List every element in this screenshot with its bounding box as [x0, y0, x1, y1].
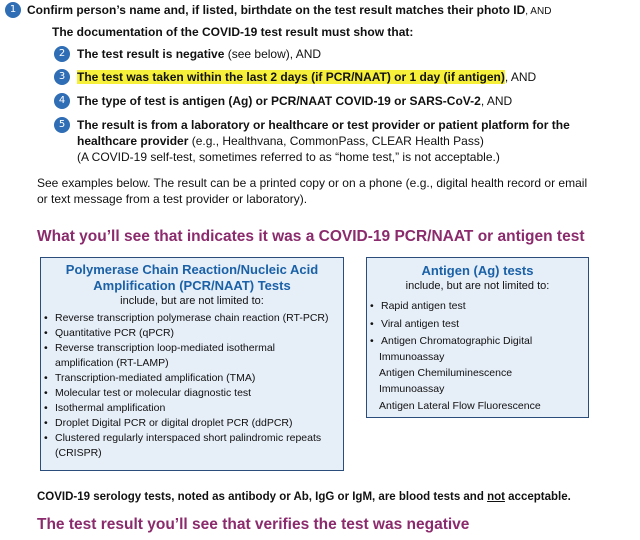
serology-note-post: acceptable.	[504, 491, 571, 503]
step-5-line2	[77, 133, 484, 149]
antigen-test-list	[367, 297, 588, 415]
step-number-3: 3	[54, 69, 70, 85]
list-item: • Reverse transcription polymerase chain reaction (RT-PCR)	[41, 311, 343, 326]
antigen-box-subtitle: include, but are not limited to:	[405, 280, 550, 292]
step-5-tail2: (e.g., Healthvana, CommonPass, CLEAR Health Pass)	[188, 134, 484, 148]
step-2-bold: The test result is negative	[77, 47, 225, 61]
step-2-text	[77, 46, 321, 62]
list-item: • Transcription-mediated amplification (TMA)	[41, 371, 343, 386]
serology-note-pre: COVID-19 serology tests, noted as antibody or Ab, IgG or IgM, are blood tests and	[37, 491, 488, 503]
step-5-bold2: healthcare provider	[77, 134, 189, 148]
antigen-box	[366, 257, 589, 418]
step-number-1: 1	[5, 2, 21, 18]
step-4-text	[77, 93, 512, 109]
section-heading-test-type: What you’ll see that indicates it was a COVID-19 PCR/NAAT or antigen test	[37, 228, 585, 245]
list-item: • Viral antigen test	[367, 315, 588, 333]
list-item-continuation: Immunoassay	[379, 351, 445, 363]
step-number-5: 5	[54, 117, 70, 133]
antigen-box-title: Antigen (Ag) tests	[421, 263, 534, 278]
step-5-line3: (A COVID-19 self-test, sometimes referred to as “home test,” is not acceptable.)	[77, 150, 500, 164]
step-5-line1: The result is from a laboratory or healthcare or test provider or patient platform for the	[77, 118, 570, 132]
list-item: • Quantitative PCR (qPCR)	[41, 326, 343, 341]
step-3-highlighted: The test was taken within the last 2 days (if PCR/NAAT) or 1 day (if antigen)	[77, 70, 505, 84]
step-2-tail: (see below), AND	[224, 47, 322, 61]
step-3-tail: , AND	[504, 70, 537, 84]
step-number-2: 2	[54, 46, 70, 62]
documentation-heading: The documentation of the COVID-19 test result must show that:	[52, 25, 414, 39]
section-heading-negative-result: The test result you’ll see that verifies the test was negative	[37, 516, 470, 533]
list-item-continuation: (CRISPR)	[55, 447, 102, 459]
pcr-naat-box	[40, 257, 344, 471]
list-item: • Reverse transcription loop-mediated isothermal	[41, 341, 343, 356]
step-3-text	[77, 69, 536, 85]
pcr-box-title-line1: Polymerase Chain Reaction/Nucleic Acid	[65, 262, 319, 277]
list-item: Antigen Lateral Flow Fluorescence	[379, 400, 541, 412]
pcr-box-subtitle: include, but are not limited to:	[120, 295, 264, 307]
examples-line-1: See examples below. The result can be a printed copy or on a phone (e.g., digital health record or email	[37, 176, 588, 190]
list-item: • Droplet Digital PCR or digital droplet PCR (ddPCR)	[41, 416, 343, 431]
list-item: Antigen Chemiluminescence	[379, 367, 513, 379]
list-item: • Antigen Chromatographic Digital	[367, 333, 588, 349]
pcr-test-list	[41, 311, 343, 461]
list-item-continuation: Immunoassay	[379, 383, 445, 395]
step-1-text	[27, 2, 551, 20]
serology-note	[37, 489, 571, 505]
list-item: • Clustered regularly interspaced short palindromic repeats	[41, 431, 343, 446]
step-1-bold: Confirm person’s name and, if listed, birthdate on the test result matches their photo ID	[27, 3, 526, 17]
list-item: • Molecular test or molecular diagnostic test	[41, 386, 343, 401]
step-4-tail: , AND	[480, 94, 513, 108]
step-4-bold: The type of test is antigen (Ag) or PCR/NAAT COVID-19 or SARS-CoV-2	[77, 94, 481, 108]
step-1-tail: , AND	[525, 6, 552, 17]
serology-note-not: not	[487, 491, 505, 503]
examples-line-2: or text message from a test provider or laboratory).	[37, 192, 308, 206]
step-number-4: 4	[54, 93, 70, 109]
list-item-continuation: amplification (RT-LAMP)	[55, 357, 169, 369]
pcr-box-title-line2: Amplification (PCR/NAAT) Tests	[93, 278, 291, 293]
list-item: • Rapid antigen test	[367, 297, 588, 315]
list-item: • Isothermal amplification	[41, 401, 343, 416]
